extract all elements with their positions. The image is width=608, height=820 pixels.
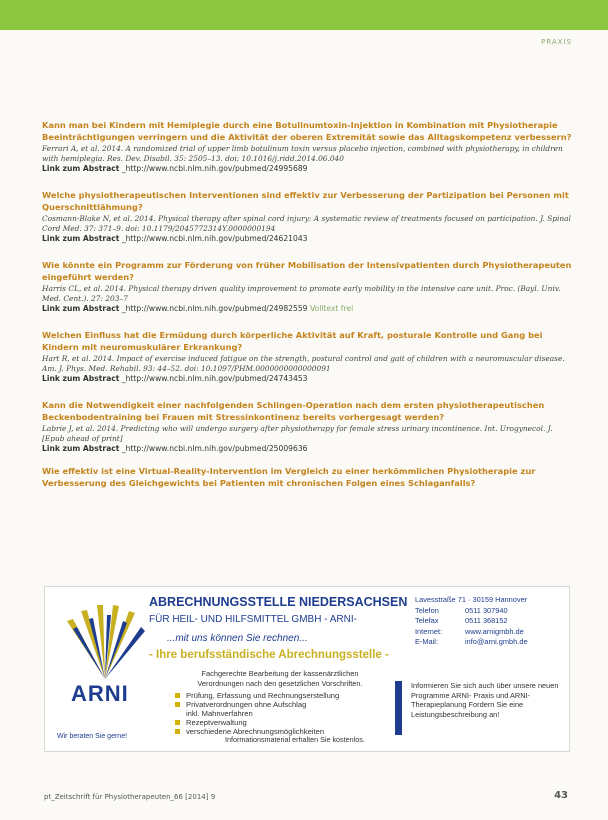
feature-list — [175, 691, 339, 736]
ad-tagline-highlight: - Ihre berufsständische Abrechnungsstelle - — [149, 649, 389, 661]
question: Wie könnte ein Programm zur Förderung von früher Mobilisation der Intensivpatienten durch Physiotherapeuten eingeführt werden? — [42, 260, 572, 282]
list-item — [42, 190, 574, 244]
list-item — [42, 330, 574, 384]
link-label: Link zum Abstract — [42, 444, 120, 453]
arni-logo — [51, 601, 159, 731]
list-item: Privatverordnungen ohne Aufschlag — [175, 700, 339, 709]
email-link[interactable]: E-Mail: info@arni.gmbh.de — [415, 637, 528, 646]
link-label: Link zum Abstract — [42, 304, 120, 313]
citation: Hart R, et al. 2014. Impact of exercise induced fatigue on the strength, postural control and gait of children with a neuromuscular disease. Am. J. Phys. Med. Rehabil. 93: 44–52. doi: 10.1097/PHM.0000000000000091 — [42, 354, 565, 373]
fulltext-badge[interactable]: Volltext frei — [309, 304, 354, 313]
abstract-link[interactable] — [42, 374, 574, 384]
ad-note: Informationsmaterial erhalten Sie kostenlos. — [225, 735, 365, 744]
advertisement[interactable] — [44, 586, 570, 752]
link-url[interactable]: _http://www.ncbi.nlm.nih.gov/pubmed/24743453 — [121, 374, 308, 383]
section-tag: PRAXIS — [541, 38, 572, 46]
link-label: Link zum Abstract — [42, 234, 120, 243]
list-item — [42, 260, 574, 314]
question: Kann man bei Kindern mit Hemiplegie durch eine Botulinumtoxin-Injektion in Kombination mit Physiotherapie Beeinträchtigungen verringern und die Aktivität der oberen Extremität sowie das Alltagskompetenz verbessern? — [42, 120, 572, 142]
bullet-icon — [175, 702, 180, 707]
ad-tagline: ...mit uns können Sie rechnen... — [167, 633, 308, 644]
citation: Cosmann-Blake N, et al. 2014. Physical therapy after spinal cord injury: A systematic review of treatments focused on participation. J. Spinal Cord Med. 37: 371–9. doi: 10.1179/2045772314Y.0000000194 — [42, 214, 571, 233]
abstract-link[interactable] — [42, 444, 574, 454]
link-url[interactable]: _http://www.ncbi.nlm.nih.gov/pubmed/24982559 — [121, 304, 308, 313]
list-item: Rezeptverwaltung — [175, 718, 339, 727]
bullet-icon — [175, 693, 180, 698]
fax: Telefax 0511 368152 — [415, 616, 508, 625]
ad-slogan: Wir beraten Sie gerne! — [57, 733, 128, 740]
list-item — [42, 120, 574, 174]
abstract-link[interactable] — [42, 164, 574, 174]
abstract-link[interactable] — [42, 234, 574, 244]
question: Welchen Einfluss hat die Ermüdung durch körperliche Aktivität auf Kraft, posturale Kontrolle und Gang bei Kindern mit neuromuskulärer Erkrankung? — [42, 330, 543, 352]
logo-text: ARNI — [71, 681, 129, 706]
contact-block — [415, 595, 528, 648]
list-item: Prüfung, Erfassung und Rechnungserstellung — [175, 691, 339, 700]
list-item: verschiedene Abrechnungsmöglichkeiten — [175, 727, 339, 736]
list-item: inkl. Mahnverfahren — [186, 709, 253, 718]
website-link[interactable]: Internet: www.arnigmbh.de — [415, 626, 524, 636]
question: Welche physiotherapeutischen Interventionen sind effektiv zur Verbesserung der Partizipation bei Personen mit Querschnittlähmung? — [42, 190, 569, 212]
abstract-link[interactable] — [42, 304, 574, 314]
header-bar — [0, 0, 608, 30]
journal-footer: pt_Zeitschrift für Physiotherapeuten_66 [2014] 9 — [44, 793, 216, 801]
citation: Harris CL, et al. 2014. Physical therapy driven quality improvement to promote early mobility in the intensive care unit. Proc. (Bayl. Univ. Med. Cent.). 27: 203–7 — [42, 284, 561, 303]
question: Wie effektiv ist eine Virtual-Reality-Intervention im Vergleich zu einer herkömmlichen Physiotherapie zur Verbesserung des Gleichgewichts bei Patienten mit chronischen Folgen eines Schlaganfalls? — [42, 466, 536, 488]
ad-subtitle: FÜR HEIL- UND HILFSMITTEL GMBH - ARNI- — [149, 614, 357, 625]
bullet-icon — [175, 720, 180, 725]
article-content — [42, 120, 574, 489]
ad-title: ABRECHNUNGSSTELLE NIEDERSACHSEN — [149, 595, 408, 609]
link-url[interactable]: _http://www.ncbi.nlm.nih.gov/pubmed/24621043 — [121, 234, 308, 243]
address: Lavesstraße 71 · 30159 Hannover — [415, 595, 528, 604]
bullet-icon — [175, 729, 180, 734]
ad-description: Fachgerechte Bearbeitung der kassenärztlichen Verordnungen nach den gesetzlichen Vorschriften. — [197, 669, 363, 688]
question: Kann die Notwendigkeit einer nachfolgenden Schlingen-Operation nach dem ersten physiotherapeutischen Beckenbodentraining bei Frauen mit Stressinkontinenz bereits vorhergesagt werden? — [42, 400, 545, 422]
link-url[interactable]: _http://www.ncbi.nlm.nih.gov/pubmed/24995689 — [121, 164, 308, 173]
info-icon — [395, 681, 402, 735]
phone: Telefon 0511 307940 — [415, 605, 508, 615]
fan-icon — [51, 601, 159, 681]
link-label: Link zum Abstract — [42, 164, 120, 173]
link-url[interactable]: _http://www.ncbi.nlm.nih.gov/pubmed/25009636 — [121, 444, 308, 453]
citation: Labrie J, et al. 2014. Predicting who will undergo surgery after physiotherapy for female stress urinary incontinence. Int. Urogynecol. J. [Epub ahead of print] — [42, 424, 553, 443]
page-number: 43 — [554, 790, 568, 801]
link-label: Link zum Abstract — [42, 374, 120, 383]
list-item — [42, 400, 574, 454]
citation: Ferrari A, et al. 2014. A randomized trial of upper limb botulinum toxin versus placebo injection, combined with physiotherapy, in children with hemiplegia. Res. Dev. Disabil. 35: 2505–13. doi: 10.1016/j.ridd.2014.06.040 — [42, 144, 563, 163]
ad-info: Informieren Sie sich auch über unsere neuen Programme ARNI- Praxis und ARNI- Therapieplanung Fordern Sie eine Leistungsbeschreibung an! — [411, 681, 559, 719]
